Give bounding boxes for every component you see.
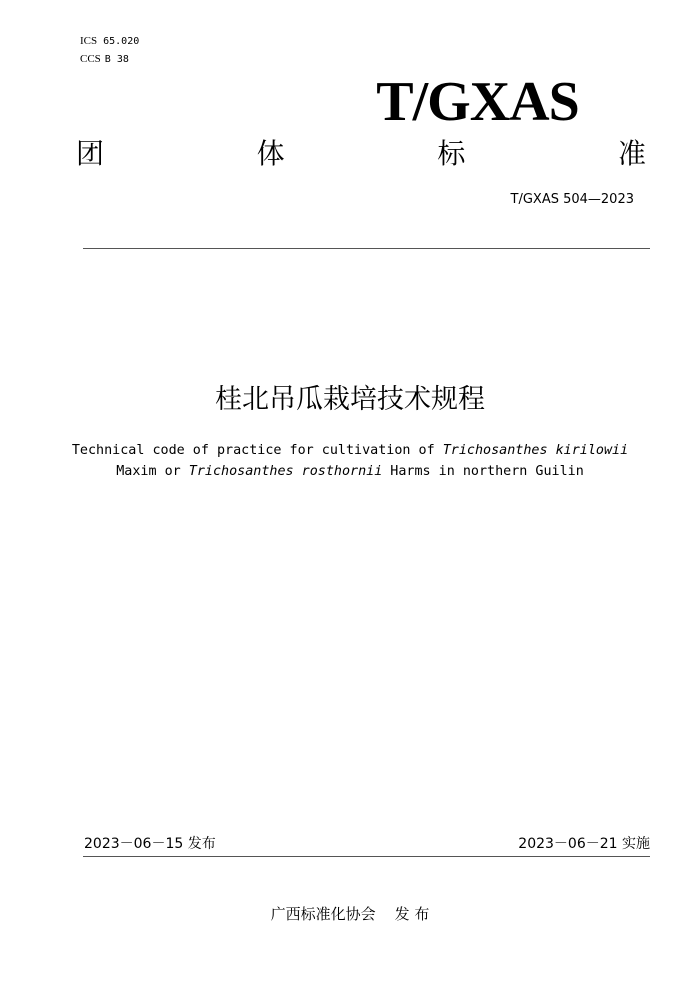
ccs-code	[80, 52, 129, 67]
standard-type-char: 标	[437, 137, 466, 170]
standard-logo: T/GXAS	[376, 71, 579, 133]
title-english-species: Trichosanthes rosthornii	[188, 464, 383, 479]
title-english-line-1	[0, 441, 700, 461]
title-english-species: Trichosanthes kirilowii	[442, 443, 629, 458]
title-english-line-2	[0, 462, 700, 482]
ics-label: ICS	[80, 35, 98, 47]
standard-number: T/GXAS 504—2023	[510, 192, 634, 207]
title-chinese: 桂北吊瓜栽培技术规程	[215, 384, 485, 415]
publish-date: 2023－06－15 发布	[84, 836, 216, 852]
title-english-text: Technical code of practice for cultivation of	[71, 443, 443, 458]
standard-type	[76, 134, 646, 174]
ccs-value: B 38	[104, 54, 129, 65]
ccs-label: CCS	[80, 53, 101, 65]
title-english-text: Harms in northern Guilin	[382, 464, 584, 479]
ics-code	[80, 34, 139, 49]
issuer: 广西标准化协会 发 布	[270, 905, 430, 923]
footer-divider	[83, 856, 650, 857]
implement-date: 2023－06－21 实施	[518, 836, 650, 852]
title-english-text: Maxim or	[116, 464, 189, 479]
ics-value: 65.020	[103, 36, 140, 47]
standard-type-char: 团	[76, 137, 105, 170]
standard-type-char: 准	[617, 137, 646, 170]
standard-type-char: 体	[256, 137, 285, 170]
header-divider	[83, 248, 650, 249]
